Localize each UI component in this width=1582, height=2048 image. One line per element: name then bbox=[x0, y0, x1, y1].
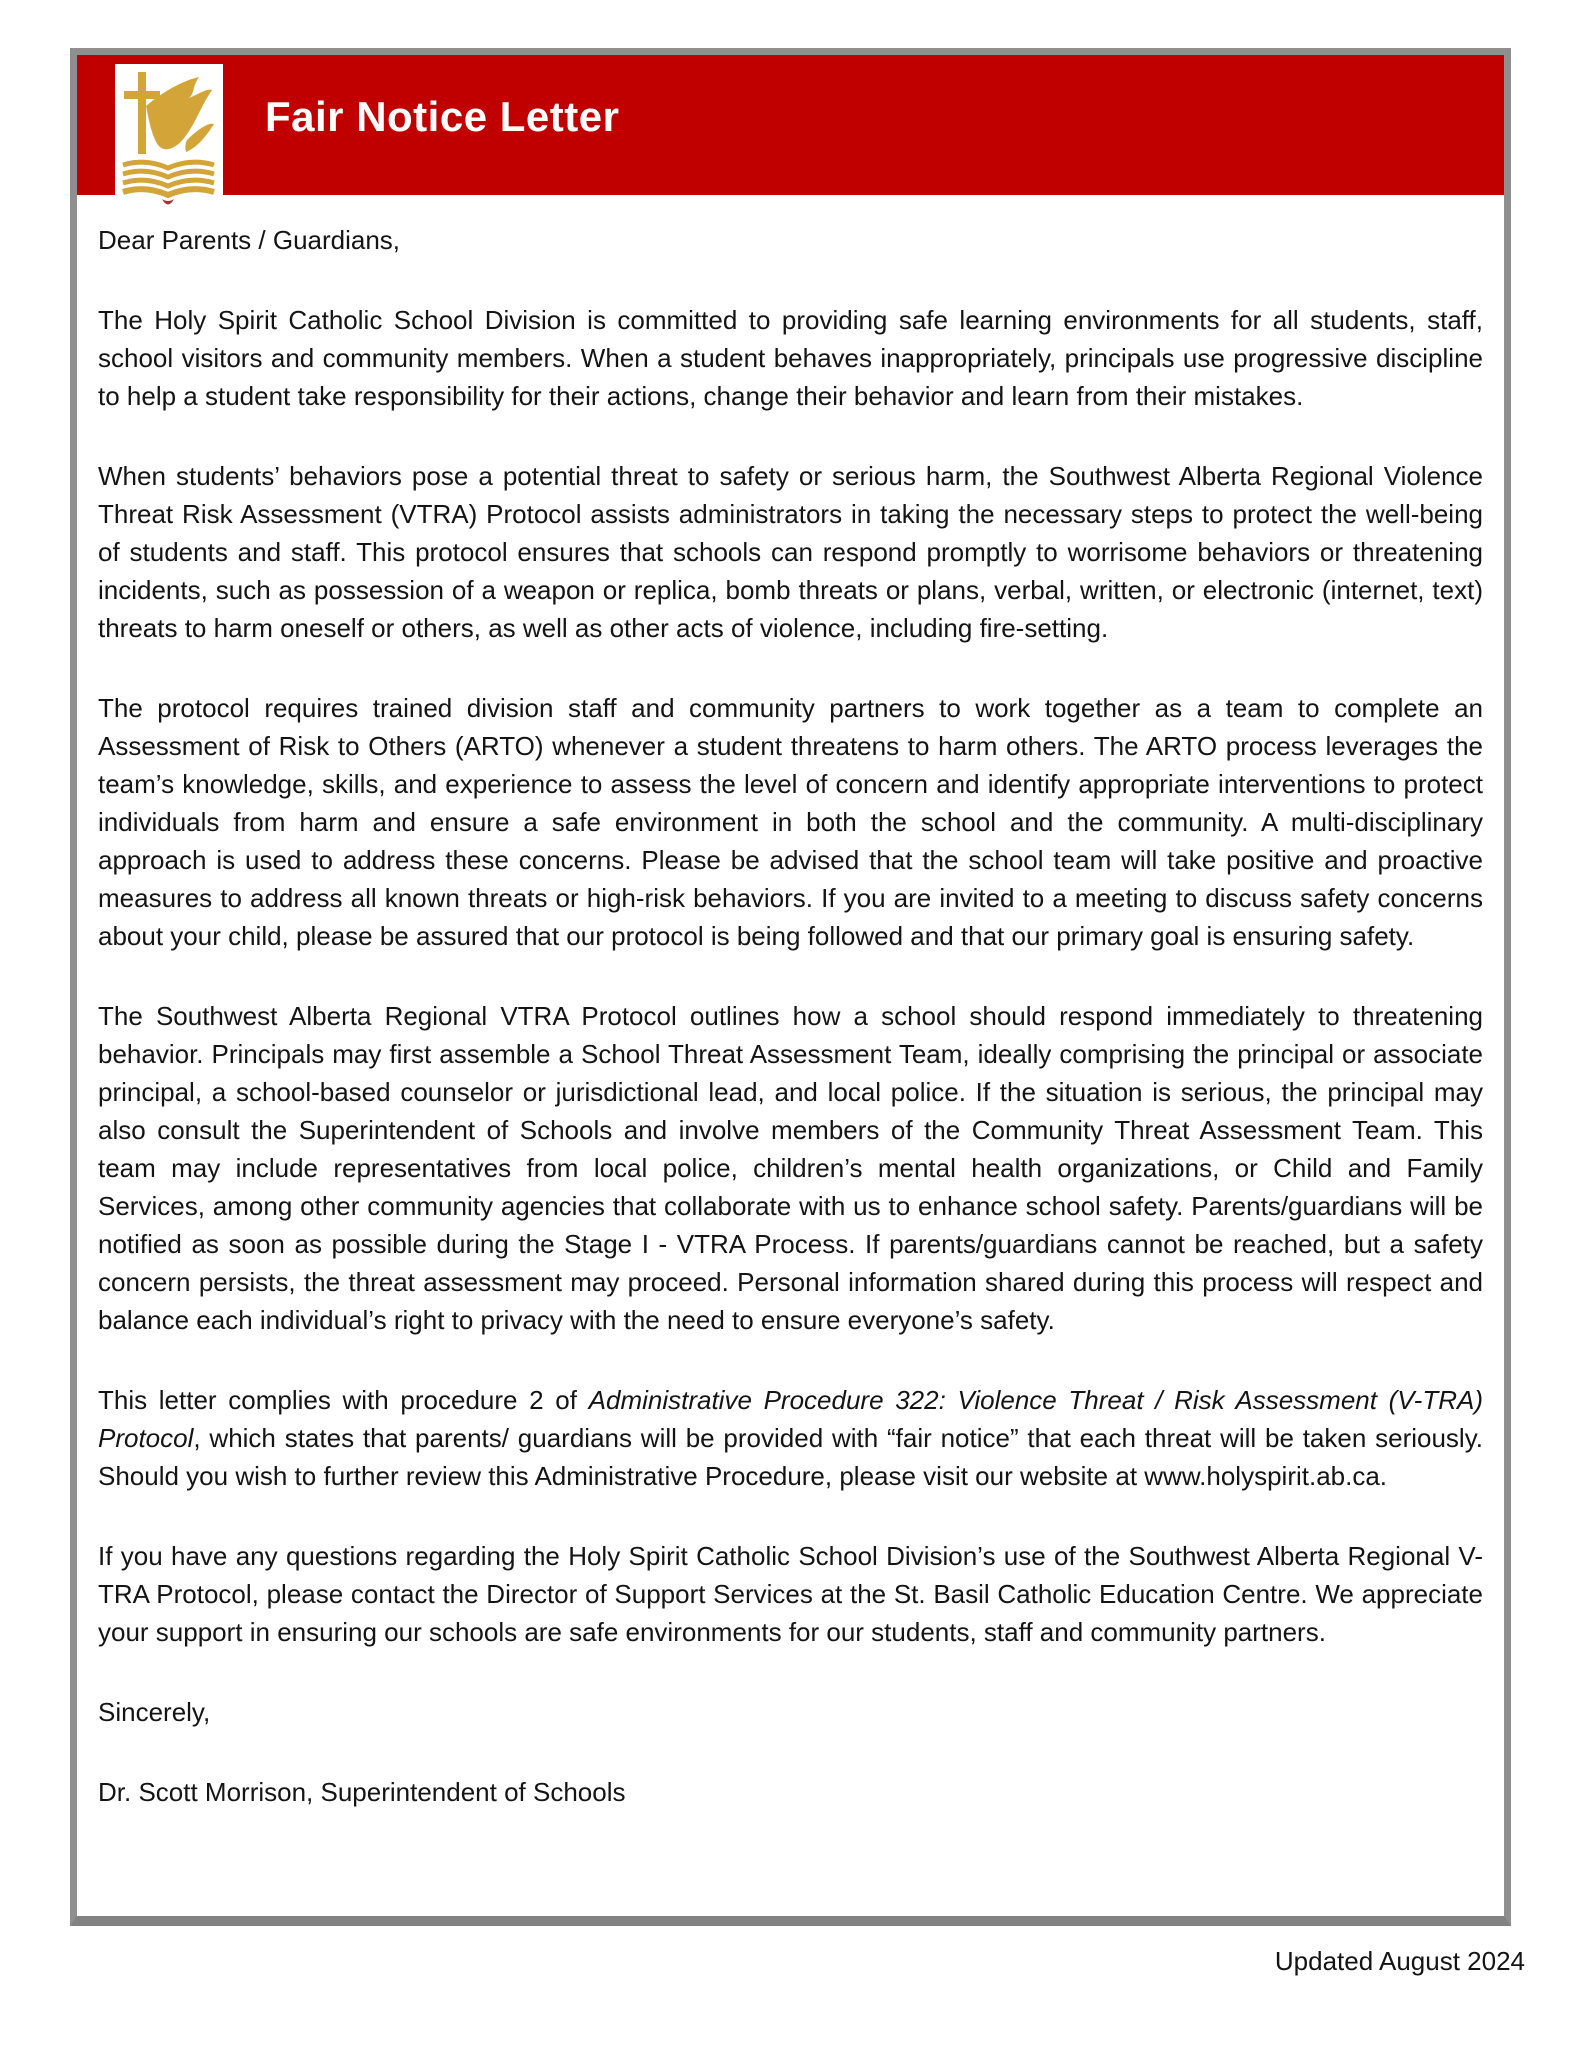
procedure-title-italic: Administrative Procedure 322: Violence Threat / Risk Assessment (V-TRA) Protocol bbox=[98, 1385, 1483, 1453]
open-book-icon bbox=[123, 162, 214, 204]
letter-box bbox=[70, 48, 1511, 1926]
paragraph-response-teams: The Southwest Alberta Regional VTRA Protocol outlines how a school should respond immediately to threatening behavior. Principals may first assemble a School Threat Assessment Team, ideally comprising the principal or associate principal, a school-based counselor or jurisdictional lead, and local police. If the situation is serious, the principal may also consult the Superintendent of Schools and involve members of the Community Threat Assessment Team. This team may include representatives from local police, children’s mental health organizations, or Child and Family Services, among other community agencies that collaborate with us to enhance school safety. Parents/guardians will be notified as soon as possible during the Stage I - VTRA Process. If parents/guardians cannot be reached, but a safety concern persists, the threat assessment may proceed. Personal information shared during this process will respect and balance each individual’s right to privacy with the need to ensure everyone’s safety. bbox=[98, 1001, 1483, 1335]
paragraph-contact: If you have any questions regarding the Holy Spirit Catholic School Division’s use of the Southwest Alberta Regional V-TRA Protocol, please contact the Director of Support Services at the St. Basil Catholic Education Centre. We appreciate your support in ensuring our schools are safe environments for our students, staff and community partners. bbox=[98, 1541, 1483, 1647]
procedure-text-before: This letter complies with procedure 2 of bbox=[98, 1385, 589, 1415]
letter-body bbox=[77, 195, 1504, 1811]
procedure-text-after: , which states that parents/ guardians will be provided with “fair notice” that each threat will be taken seriously. Should you wish to further review this Administrative Procedure, please visit our website at www.holyspirit.ab.ca. bbox=[98, 1423, 1483, 1491]
dove-icon bbox=[146, 77, 214, 152]
header-banner bbox=[77, 55, 1504, 195]
signature: Dr. Scott Morrison, Superintendent of Schools bbox=[98, 1777, 626, 1807]
closing: Sincerely, bbox=[98, 1697, 211, 1727]
paragraph-vtra-protocol: When students’ behaviors pose a potential threat to safety or serious harm, the Southwest Alberta Regional Violence Threat Risk Assessment (VTRA) Protocol assists administrators in taking the necessary steps to protect the well-being of students and staff. This protocol ensures that schools can respond promptly to worrisome behaviors or threatening incidents, such as possession of a weapon or replica, bomb threats or plans, verbal, written, or electronic (internet, text) threats to harm oneself or others, as well as other acts of violence, including fire-setting. bbox=[98, 461, 1483, 643]
paragraph-arto-process: The protocol requires trained division staff and community partners to work together as a team to complete an Assessment of Risk to Others (ARTO) whenever a student threatens to harm others. The ARTO process leverages the team’s knowledge, skills, and experience to assess the level of concern and identify appropriate interventions to protect individuals from harm and ensure a safe environment in both the school and the community. A multi-disciplinary approach is used to address these concerns. Please be advised that the school team will take positive and proactive measures to address all known threats or high-risk behaviors. If you are invited to a meeting to discuss safety concerns about your child, please be assured that our protocol is being followed and that our primary goal is ensuring safety. bbox=[98, 693, 1483, 951]
page-title: Fair Notice Letter bbox=[265, 93, 620, 140]
holy-spirit-logo-icon bbox=[115, 64, 223, 216]
paragraph-procedure-322 bbox=[98, 1381, 1483, 1495]
salutation: Dear Parents / Guardians, bbox=[98, 225, 401, 255]
paragraph-commitment: The Holy Spirit Catholic School Division is committed to providing safe learning environments for all students, staff, school visitors and community members. When a student behaves inappropriately, principals use progressive discipline to help a student take responsibility for their actions, change their behavior and learn from their mistakes. bbox=[98, 305, 1483, 411]
footer-updated-date: Updated August 2024 bbox=[1274, 1946, 1525, 1976]
